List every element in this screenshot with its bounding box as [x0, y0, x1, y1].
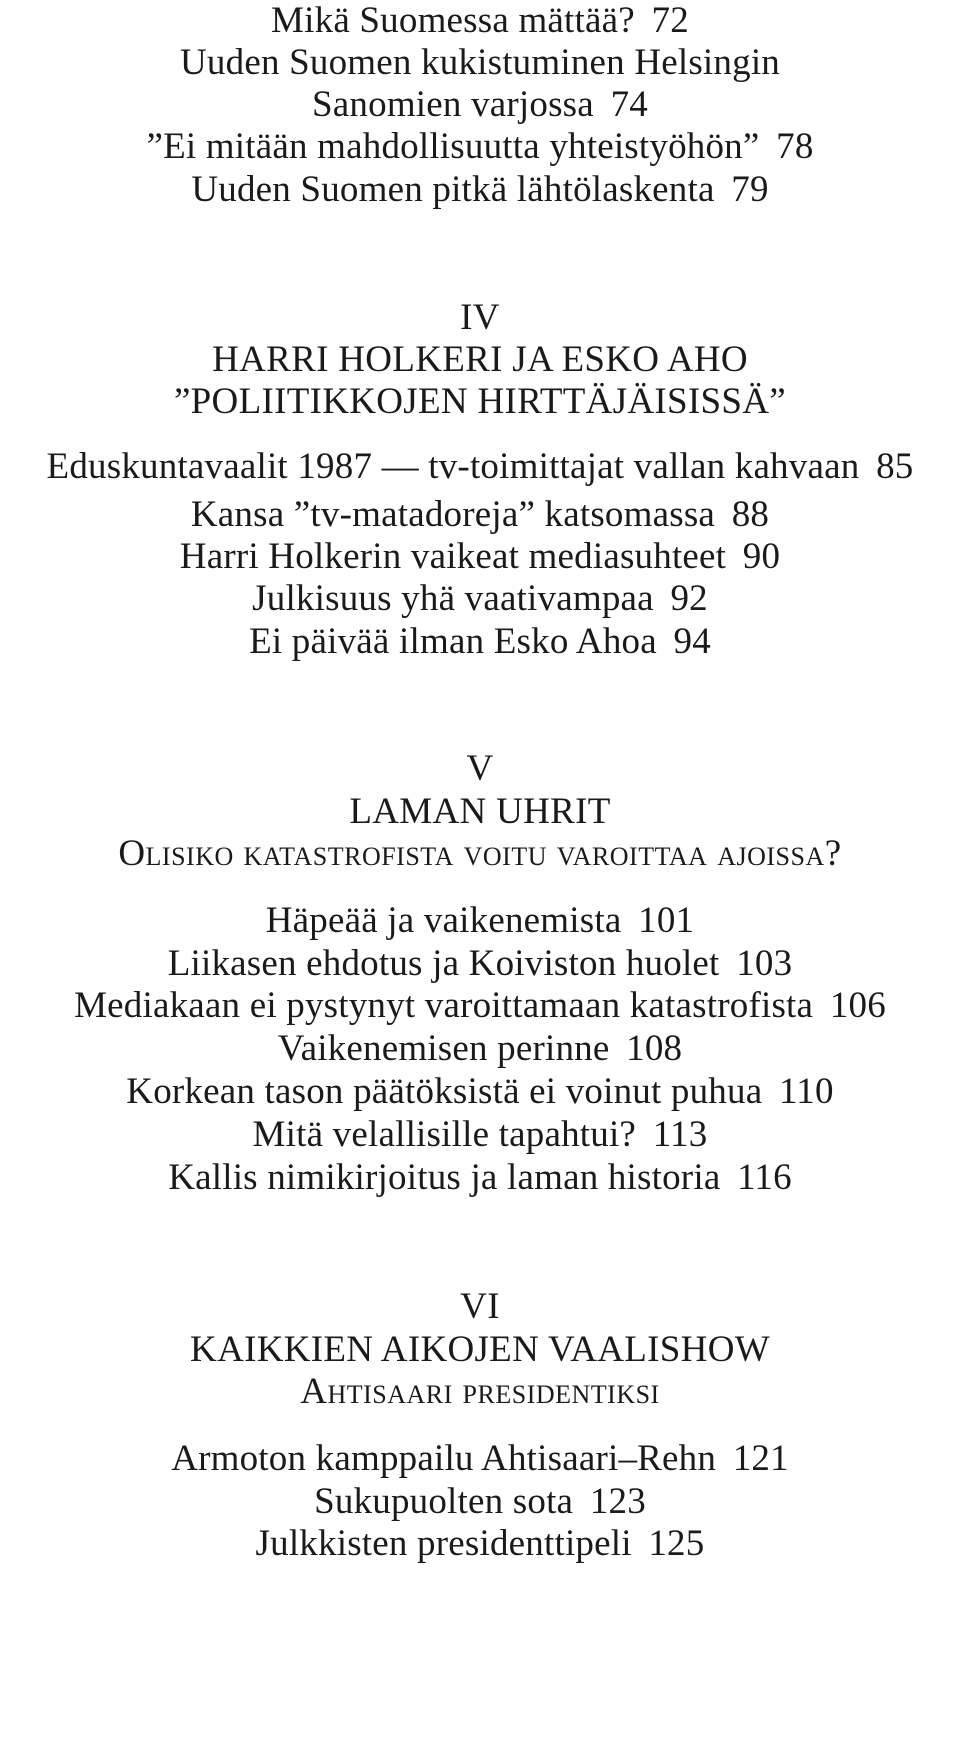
toc-entry	[0, 533, 960, 581]
toc-entry	[0, 39, 960, 87]
entry-title: Uuden Suomen kukistuminen Helsingin	[180, 42, 780, 83]
toc-entry	[0, 443, 960, 491]
section-subtitle: Ahtisaari presidentiksi	[300, 1371, 660, 1412]
toc-entry	[0, 575, 960, 623]
toc-entry	[0, 1025, 960, 1073]
entry-title: Mediakaan ei pystynyt varoittamaan katastrofista	[74, 985, 814, 1026]
toc-entry	[0, 1478, 960, 1526]
entry-page: 92	[670, 578, 708, 619]
entry-page: 121	[732, 1438, 789, 1479]
toc-entry	[0, 166, 960, 214]
toc-entry	[0, 1154, 960, 1202]
entry-title: Julkkisten presidenttipeli	[255, 1523, 632, 1564]
toc-entry	[0, 1111, 960, 1159]
entry-title: Ei päivää ilman Esko Ahoa	[249, 621, 657, 662]
toc-entry	[0, 81, 960, 129]
entry-page: 72	[651, 0, 689, 41]
entry-title: Häpeää ja vaikenemista	[265, 900, 622, 941]
section-title: KAIKKIEN AIKOJEN VAALISHOW	[190, 1329, 770, 1370]
entry-page: 116	[737, 1157, 792, 1198]
section-title: HARRI HOLKERI JA ESKO AHO	[212, 339, 748, 380]
section-title: LAMAN UHRIT	[349, 791, 611, 832]
section-numeral: V	[466, 748, 494, 789]
toc-entry	[0, 1520, 960, 1568]
entry-title: Vaikenemisen perinne	[277, 1028, 610, 1069]
entry-page: 88	[731, 494, 770, 535]
toc-entry	[0, 897, 960, 945]
section-subtitle: Olisiko katastrofista voitu varoittaa ajoissa?	[118, 833, 842, 874]
entry-title: Korkean tason päätöksistä ei voinut puhua	[126, 1071, 763, 1112]
section-numeral: VI	[460, 1286, 500, 1327]
entry-page: 90	[742, 536, 781, 577]
entry-page: 85	[876, 446, 914, 487]
entry-title: Armoton kamppailu Ahtisaari–Rehn	[171, 1438, 717, 1479]
entry-title: ”Ei mitään mahdollisuutta yhteistyöhön”	[146, 126, 760, 167]
entry-page: 113	[652, 1114, 708, 1155]
entry-page: 108	[626, 1028, 683, 1069]
entry-title: Sanomien varjossa	[312, 84, 594, 125]
toc-entry	[0, 618, 960, 666]
section-subtitle: ”POLIITIKKOJEN HIRTTÄJÄISISSÄ”	[173, 381, 787, 422]
entry-page: 103	[736, 943, 793, 984]
entry-page: 74	[610, 84, 648, 125]
entry-page: 110	[778, 1071, 834, 1112]
entry-title: Uuden Suomen pitkä lähtölaskenta	[191, 169, 715, 210]
entry-title: Harri Holkerin vaikeat mediasuhteet	[179, 536, 727, 577]
toc-entry	[0, 491, 960, 539]
entry-page: 106	[829, 985, 886, 1026]
entry-title: Mikä Suomessa mättää?	[271, 0, 635, 41]
entry-title: Eduskuntavaalit 1987 — tv-toimittajat vallan kahvaan	[46, 446, 860, 487]
entry-page: 79	[731, 169, 769, 210]
toc-entry	[0, 982, 960, 1030]
toc-entry	[0, 123, 960, 171]
entry-page: 78	[776, 126, 814, 167]
entry-title: Mitä velallisille tapahtui?	[252, 1114, 637, 1155]
toc-entry	[0, 1435, 960, 1483]
toc-entry	[0, 940, 960, 988]
toc-entry	[0, 1068, 960, 1116]
entry-title: Liikasen ehdotus ja Koiviston huolet	[167, 943, 720, 984]
entry-page: 125	[648, 1523, 705, 1564]
entry-title: Julkisuus yhä vaativampaa	[252, 578, 654, 619]
entry-page: 123	[589, 1481, 646, 1522]
entry-page: 101	[638, 900, 695, 941]
entry-page: 94	[673, 621, 711, 662]
entry-title: Kansa ”tv-matadoreja” katsomassa	[190, 494, 716, 535]
entry-title: Sukupuolten sota	[314, 1481, 574, 1522]
section-numeral: IV	[460, 297, 500, 338]
entry-title: Kallis nimikirjoitus ja laman historia	[168, 1157, 721, 1198]
